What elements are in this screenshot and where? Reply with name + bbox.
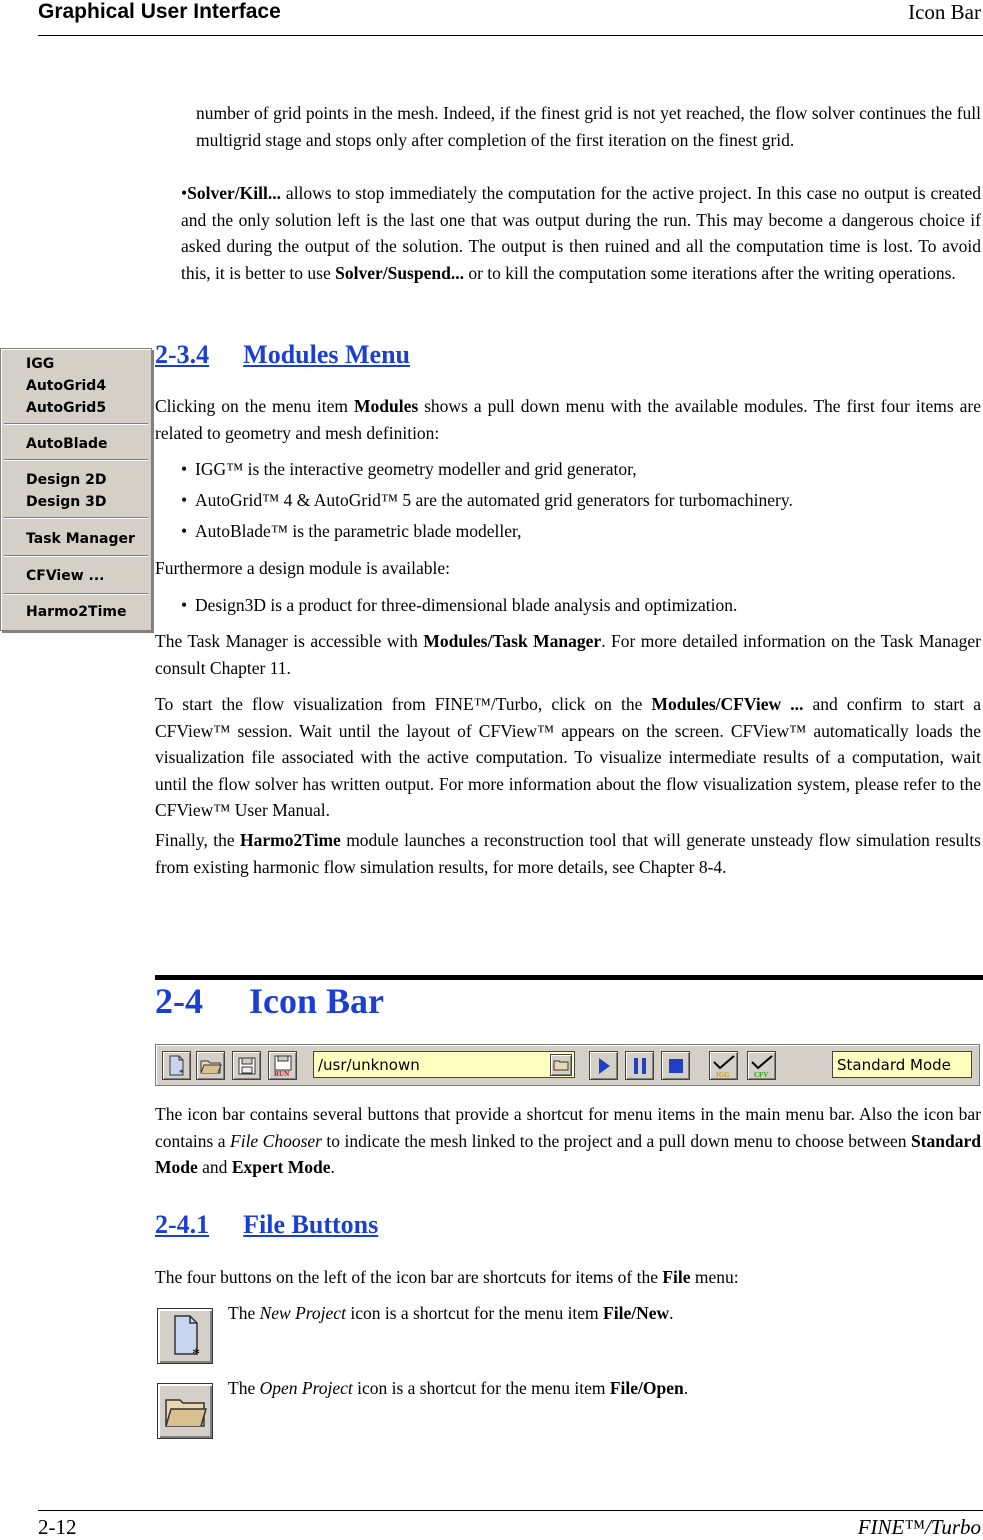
header-rule bbox=[38, 35, 983, 36]
menu-item-autogrid4[interactable]: AutoGrid4 bbox=[26, 378, 107, 394]
footer-product: FINE™/Turbo bbox=[857, 1515, 981, 1539]
play-icon bbox=[596, 1057, 612, 1075]
menu-group-4 bbox=[4, 523, 148, 556]
bold-span: Expert Mode bbox=[231, 1157, 331, 1177]
save-run-icon bbox=[272, 1055, 294, 1077]
bullet-dot: • bbox=[181, 183, 188, 203]
iconbar-heading bbox=[155, 980, 384, 1022]
bold-span: File bbox=[662, 1267, 691, 1287]
text-span: . For more detailed information on the Task Manager consult Chapter 11. bbox=[155, 631, 982, 678]
open-project-text bbox=[228, 1375, 688, 1402]
pause-icon bbox=[632, 1057, 648, 1075]
igg-label: IGG bbox=[715, 1070, 730, 1078]
text-span: Finally, the bbox=[155, 830, 241, 850]
igg-check-icon bbox=[712, 1054, 736, 1078]
stop-icon bbox=[667, 1057, 685, 1075]
file-buttons-heading-title: File Buttons bbox=[243, 1210, 379, 1239]
menu-item-igg[interactable]: IGG bbox=[26, 356, 55, 372]
modules-paragraph-1 bbox=[155, 393, 981, 446]
file-buttons-heading-number: 2-4.1 bbox=[155, 1210, 210, 1239]
cfv-label: CFV bbox=[753, 1070, 768, 1078]
menu-item-autogrid5[interactable]: AutoGrid5 bbox=[26, 400, 107, 416]
run-label: RUN bbox=[273, 1069, 289, 1077]
text-span: . bbox=[330, 1157, 335, 1177]
modules-heading-title: Modules Menu bbox=[243, 340, 411, 369]
save-disk-icon bbox=[238, 1057, 256, 1075]
menu-group-3 bbox=[4, 465, 148, 518]
text-span: icon is a shortcut for the menu item bbox=[352, 1378, 610, 1398]
cfview-button[interactable] bbox=[747, 1051, 776, 1080]
modules-paragraph-2: Furthermore a design module is available: bbox=[155, 558, 450, 578]
text-span: The bbox=[228, 1303, 260, 1323]
menu-item-design2d[interactable]: Design 2D bbox=[26, 472, 107, 488]
menu-group-2 bbox=[4, 429, 148, 460]
header-right: Icon Bar bbox=[908, 0, 981, 24]
kill-text: allows to stop immediately the computation for the active project. In this case no output is created and the only solution left is the last one that was output during the run. This may become a dangerous choice if asked during the output of the solution. The output is then ruined and all the computation time is lost. To avoid this, it is better to use bbox=[181, 183, 981, 283]
header-left: Graphical User Interface bbox=[38, 0, 281, 23]
text-span: . bbox=[669, 1303, 674, 1323]
bullet-dot: • bbox=[181, 595, 188, 615]
text-span: to indicate the mesh linked to the project and a pull down menu to choose between bbox=[321, 1130, 911, 1151]
kill-text2: or to kill the computation some iterations after the writing operations. bbox=[463, 262, 956, 283]
svg-text:*: * bbox=[178, 1067, 183, 1077]
text-span: To start the flow visualization from FINE™/Turbo, click on the bbox=[155, 694, 652, 714]
menu-group-6 bbox=[4, 599, 148, 625]
text-span: The four buttons on the left of the icon bar are shortcuts for items of the bbox=[155, 1267, 663, 1287]
footer-page-number: 2-12 bbox=[38, 1515, 77, 1539]
iconbar-heading-number: 2-4 bbox=[155, 981, 203, 1021]
start-solver-button[interactable] bbox=[589, 1051, 618, 1080]
kill-solver-button[interactable] bbox=[661, 1051, 690, 1080]
file-chooser-button[interactable] bbox=[550, 1054, 572, 1076]
modules-heading bbox=[155, 340, 410, 370]
open-project-button[interactable] bbox=[196, 1051, 225, 1080]
open-folder-icon bbox=[200, 1057, 222, 1075]
bullet-text: IGG™ is the interactive geometry modeller and grid generator, bbox=[195, 459, 637, 479]
bullet-text: Design3D is a product for three-dimensional blade analysis and optimization. bbox=[195, 595, 738, 615]
modules-paragraph-3 bbox=[155, 628, 981, 681]
save-project-button[interactable] bbox=[232, 1051, 261, 1080]
menu-item-harmo2time[interactable]: Harmo2Time bbox=[26, 604, 127, 620]
menu-item-cfview[interactable]: CFView ... bbox=[26, 568, 105, 584]
italic-span: Open Project bbox=[259, 1378, 353, 1398]
bullet-dot: • bbox=[181, 459, 188, 479]
menu-item-autoblade[interactable]: AutoBlade bbox=[26, 436, 108, 452]
bold-span: Modules bbox=[353, 396, 419, 416]
bullet-text: AutoBlade™ is the parametric blade modeller, bbox=[195, 521, 522, 541]
modules-bullet-1 bbox=[181, 456, 637, 483]
kill-bold: Solver/Kill... bbox=[187, 183, 281, 203]
bold-span: File/Open bbox=[609, 1378, 684, 1398]
intro-paragraph: number of grid points in the mesh. Indeed, if the finest grid is not yet reached, the flow solver continues the full multigrid stage and stops only after completion of the first iteration on the finest grid. bbox=[196, 103, 981, 150]
bullet-text: AutoGrid™ 4 & AutoGrid™ 5 are the automated grid generators for turbomachinery. bbox=[195, 490, 793, 510]
modules-bullet-3 bbox=[181, 518, 521, 545]
cfv-check-icon bbox=[750, 1054, 774, 1078]
bold-span: Harmo2Time bbox=[240, 830, 341, 850]
file-buttons-heading bbox=[155, 1210, 378, 1240]
menu-item-design3d[interactable]: Design 3D bbox=[26, 494, 107, 510]
text-span: Clicking on the menu item bbox=[155, 396, 354, 416]
suspend-bold: Solver/Suspend... bbox=[335, 262, 464, 283]
bold-span: Standard Mode bbox=[155, 1130, 981, 1177]
text-span: The bbox=[228, 1378, 260, 1398]
bold-span: File/New bbox=[603, 1303, 670, 1323]
kill-bullet bbox=[181, 180, 981, 286]
file-buttons-paragraph bbox=[155, 1264, 739, 1291]
modules-bullet-4 bbox=[181, 592, 737, 619]
svg-text:*: * bbox=[192, 1346, 200, 1363]
italic-span: New Project bbox=[259, 1303, 346, 1323]
iconbar-paragraph bbox=[155, 1101, 981, 1181]
new-project-button[interactable] bbox=[162, 1051, 191, 1080]
menu-group-1 bbox=[4, 353, 148, 424]
open-folder-icon bbox=[158, 1384, 212, 1438]
text-span: and bbox=[197, 1157, 232, 1177]
text-span: and confirm to start a CFView™ session. Wait until the layout of CFView™ appears on the screen. CFView™ automatically loads the visualization file associated with the active computation. To visualize intermediate results of a computation, wait until the flow solver has written output. For more information about the flow visualization system, please refer to the CFView™ User Manual. bbox=[155, 694, 981, 820]
file-chooser-input[interactable]: /usr/unknown bbox=[313, 1051, 575, 1078]
folder-icon bbox=[553, 1059, 569, 1071]
bold-span: Modules/Task Manager bbox=[423, 631, 602, 651]
modules-paragraph-4 bbox=[155, 691, 981, 824]
mode-select[interactable]: Standard Mode bbox=[832, 1051, 972, 1078]
text-span: icon is a shortcut for the menu item bbox=[345, 1303, 604, 1323]
menu-item-task-manager[interactable]: Task Manager bbox=[26, 531, 135, 547]
text-span: menu: bbox=[690, 1267, 739, 1287]
new-project-icon bbox=[158, 1309, 212, 1363]
suspend-solver-button[interactable] bbox=[625, 1051, 654, 1080]
text-span: . bbox=[683, 1378, 689, 1398]
italic-span: File Chooser bbox=[230, 1130, 322, 1151]
new-project-large-button bbox=[157, 1308, 213, 1364]
open-project-large-button bbox=[157, 1383, 213, 1439]
icon-bar-image bbox=[155, 1044, 980, 1086]
bold-span: Modules/CFView ... bbox=[651, 694, 804, 714]
modules-menu-image bbox=[0, 348, 152, 631]
modules-paragraph-5 bbox=[155, 827, 981, 880]
menu-group-5 bbox=[4, 561, 148, 594]
bullet-dot: • bbox=[181, 521, 188, 541]
text-span: The icon bar contains several buttons that provide a shortcut for menu items in the main menu bar. Also the icon bar contains a bbox=[155, 1104, 981, 1151]
new-project-text bbox=[228, 1300, 674, 1327]
text-span: module launches a reconstruction tool that will generate unsteady flow simulation results from existing harmonic flow simulation results, for more details, see Chapter 8-4. bbox=[155, 830, 981, 877]
igg-button[interactable] bbox=[709, 1051, 738, 1080]
bullet-dot: • bbox=[181, 490, 188, 510]
new-project-icon bbox=[167, 1055, 187, 1077]
modules-heading-number: 2-3.4 bbox=[155, 340, 210, 369]
footer-rule bbox=[38, 1510, 983, 1511]
text-span: shows a pull down menu with the available modules. The first four items are related to geometry and mesh definition: bbox=[155, 396, 982, 443]
iconbar-heading-title: Icon Bar bbox=[249, 981, 384, 1021]
save-run-button[interactable] bbox=[268, 1051, 297, 1080]
modules-bullet-2 bbox=[181, 487, 793, 514]
text-span: The Task Manager is accessible with bbox=[155, 631, 424, 651]
